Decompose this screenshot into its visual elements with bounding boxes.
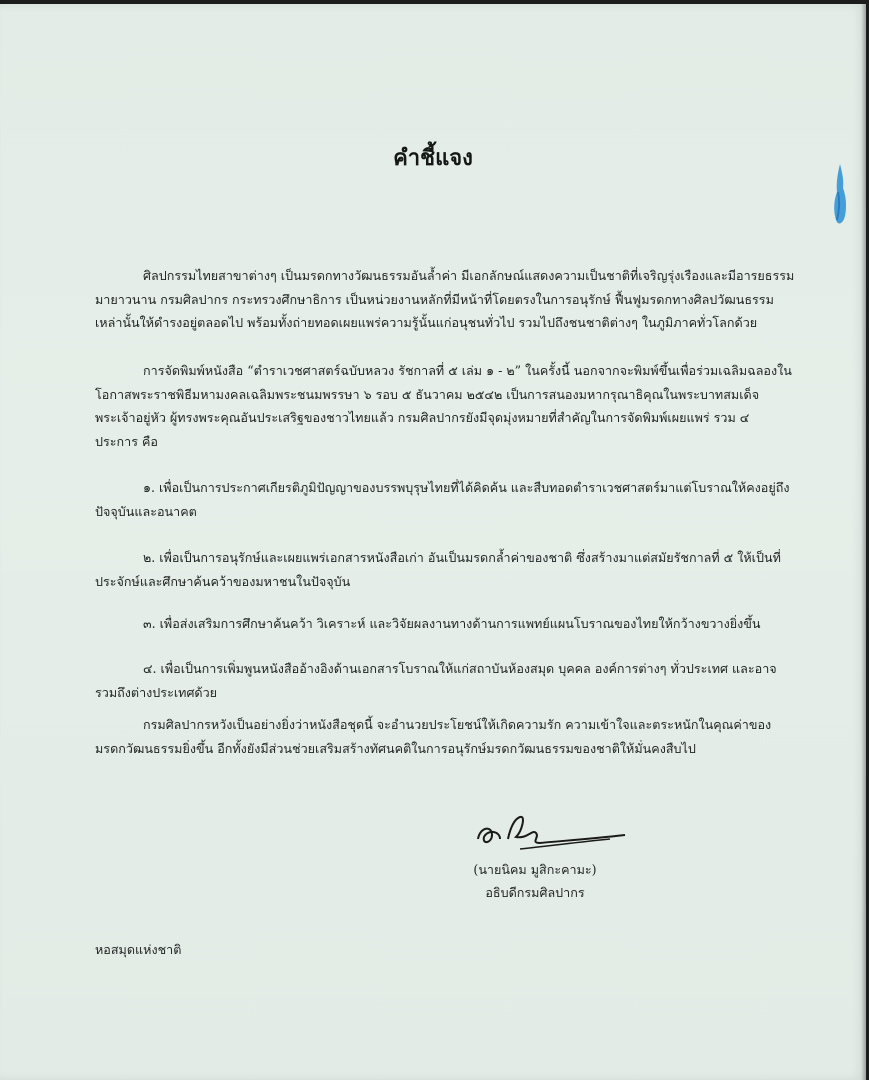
paragraph-purpose-3: ๓. เพื่อส่งเสริมการศึกษาค้นคว้า วิเคราะห์ และวิจัยผลงานทางด้านการแพทย์แผนโบราณของไทยให้กว้างขวางยิ่งขึ้น bbox=[143, 616, 761, 631]
document-page bbox=[0, 4, 866, 1080]
signer-title: อธิบดีกรมศิลปากร bbox=[485, 885, 585, 900]
paragraph-purpose-1: ๑. เพื่อเป็นการประกาศเกียรติภูมิปัญญาของบรรพบุรุษไทยที่ได้คิดค้น และสืบทอดตำราเวชศาสตร์มาแต่โบราณให้คงอยู่ถึงปัจจุบันและอนาคต bbox=[95, 480, 790, 519]
paragraph-closing: กรมศิลปากรหวังเป็นอย่างยิ่งว่าหนังสือชุดนี้ จะอำนวยประโยชน์ให้เกิดความรัก ความเข้าใจและตระหนักในคุณค่าของมรดกวัฒนธรรมยิ่งขึ้น อีกทั้งยังมีส่วนช่วยเสริมสร้างทัศนคติในการอนุรักษ์มรดกวัฒนธรรมของชาติให้มั่นคงสืบไป bbox=[95, 717, 772, 756]
footer-library: หอสมุดแห่งชาติ bbox=[95, 942, 182, 957]
paragraph-purpose-2: ๒. เพื่อเป็นการอนุรักษ์และเผยแพร่เอกสารหนังสือเก่า อันเป็นมรดกล้ำค่าของชาติ ซึ่งสร้างมาแต่สมัยรัชกาลที่ ๕ ให้เป็นที่ประจักษ์และศึกษาค้นคว้าของมหาชนในปัจจุบัน bbox=[95, 550, 781, 589]
paragraph-purpose-4: ๔. เพื่อเป็นการเพิ่มพูนหนังสืออ้างอิงด้านเอกสารโบราณให้แก่สถาบันห้องสมุด บุคคล องค์การต่างๆ ทั่วประเทศ และอาจรวมถึงต่างประเทศด้วย bbox=[95, 661, 777, 700]
paragraph-publication: การจัดพิมพ์หนังสือ “ตำราเวชศาสตร์ฉบับหลวง รัชกาลที่ ๕ เล่ม ๑ - ๒” ในครั้งนี้ นอกจากจะพิมพ์ขึ้นเพื่อร่วมเฉลิมฉลองในโอกาสพระราชพิธีมหามงคลเฉลิมพระชนมพรรษา ๖ รอบ ๕ ธันวาคม ๒๕๔๒ เป็นการสนองมหากรุณาธิคุณในพระบาทสมเด็จพระเจ้าอยู่หัว ผู้ทรงพระคุณอันประเสริฐของชาวไทยแล้ว กรมศิลปากรยังมีจุดมุ่งหมายที่สำคัญในการจัดพิมพ์เผยแพร่ รวม ๔ ประการ คือ bbox=[95, 363, 792, 449]
handwritten-signature bbox=[470, 809, 630, 859]
page-title: คำชี้แจง bbox=[393, 145, 473, 171]
paragraph-intro: ศิลปกรรมไทยสาขาต่างๆ เป็นมรดกทางวัฒนธรรมอันล้ำค่า มีเอกลักษณ์แสดงความเป็นชาติที่เจริญรุ่งเรืองและมีอารยธรรมมายาวนาน กรมศิลปากร กระทรวงศึกษาธิการ เป็นหน่วยงานหลักที่มีหน้าที่โดยตรงในการอนุรักษ์ ฟื้นฟูมรดกทางศิลปวัฒนธรรมเหล่านั้นให้ดำรงอยู่ตลอดไป พร้อมทั้งถ่ายทอดเผยแพร่ความรู้นั้นแก่อนุชนทั่วไป รวมไปถึงชนชาติต่างๆ ในภูมิภาคทั่วโลกด้วย bbox=[95, 268, 795, 330]
signer-name: (นายนิคม มูสิกะคามะ) bbox=[473, 862, 597, 877]
